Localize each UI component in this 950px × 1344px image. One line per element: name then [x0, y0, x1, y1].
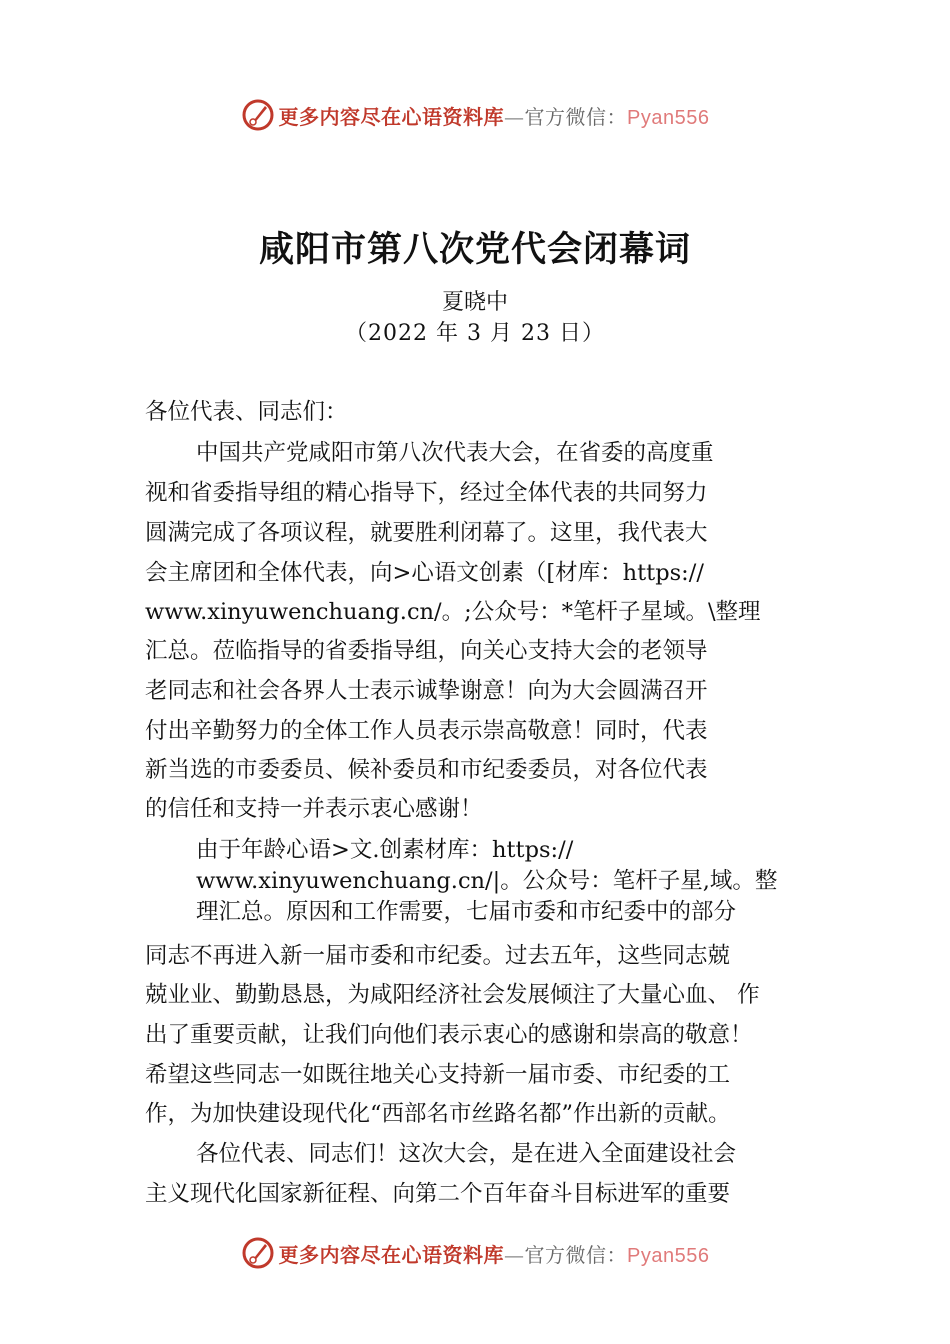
- footer-separator: —: [504, 1242, 525, 1267]
- quill-logo-icon: [241, 98, 275, 132]
- document-title: 咸阳市第八次党代会闭幕词: [258, 229, 691, 270]
- body-line: 汇总。莅临指导的省委指导组，向关心支持大会的老领导: [145, 638, 708, 664]
- body-line: 理汇总。原因和工作需要，七届市委和市纪委中的部分: [196, 899, 737, 925]
- footer-wechat-id: Pyan556: [627, 1244, 710, 1267]
- body-line: 出了重要贡献，让我们向他们表示衷心的感谢和崇高的敬意！: [145, 1022, 753, 1048]
- body-line: 作，为加快建设现代化“西部名市丝路名都”作出新的贡献。: [145, 1101, 731, 1127]
- body-line: 同志不再进入新一届市委和市纪委。过去五年，这些同志兢: [145, 943, 731, 969]
- body-line: www.xinyuwenchuang.cn/|。公众号：笔杆子星,域。整: [196, 868, 778, 894]
- footer-brand-text: 更多内容尽在心语资料库: [278, 1242, 505, 1267]
- body-line: 的信任和支持一并表示衷心感谢！: [145, 796, 483, 822]
- body-line: 新当选的市委委员、候补委员和市纪委委员，对各位代表: [145, 757, 708, 783]
- body-line: www.xinyuwenchuang.cn/。;公众号：*笔杆子星域。\整理: [145, 599, 761, 625]
- header-wechat-id: Pyan556: [627, 106, 710, 129]
- footer-banner: [0, 1233, 950, 1273]
- body-line: 圆满完成了各项议程，就要胜利闭幕了。这里，我代表大: [145, 520, 708, 546]
- body-line: 希望这些同志一如既往地关心支持新一届市委、市纪委的工: [145, 1062, 731, 1088]
- header-brand-text: 更多内容尽在心语资料库: [278, 104, 505, 129]
- header-wechat-label: 官方微信：: [524, 104, 628, 129]
- footer-banner-text: [279, 1239, 710, 1268]
- body-line: 主义现代化国家新征程、向第二个百年奋斗目标进军的重要: [145, 1181, 731, 1207]
- body-line: 中国共产党咸阳市第八次代表大会，在省委的高度重: [196, 440, 714, 466]
- body-line: 老同志和社会各界人士表示诚挚谢意！向为大会圆满召开: [145, 678, 708, 704]
- body-line: 视和省委指导组的精心指导下，经过全体代表的共同努力: [145, 480, 708, 506]
- header-banner: [0, 95, 950, 135]
- document-author: 夏晓中: [441, 290, 508, 315]
- quill-logo-icon: [241, 1236, 275, 1270]
- body-line: 各位代表、同志们：: [145, 399, 348, 425]
- body-line: 付出辛勤努力的全体工作人员表示崇高敬意！同时，代表: [145, 718, 708, 744]
- header-banner-text: [279, 101, 710, 130]
- body-line: 由于年龄心语>文.创素材库：https://: [196, 837, 574, 863]
- body-line: 会主席团和全体代表，向>心语文创素（[材库：https://: [145, 560, 704, 586]
- body-line: 各位代表、同志们！这次大会，是在进入全面建设社会: [196, 1141, 737, 1167]
- footer-wechat-label: 官方微信：: [524, 1242, 628, 1267]
- document-date: （2022 年 3 月 23 日）: [345, 321, 605, 346]
- body-line: 兢业业、勤勤恳恳，为咸阳经济社会发展倾注了大量心血、 作: [145, 982, 760, 1008]
- header-separator: —: [504, 104, 525, 129]
